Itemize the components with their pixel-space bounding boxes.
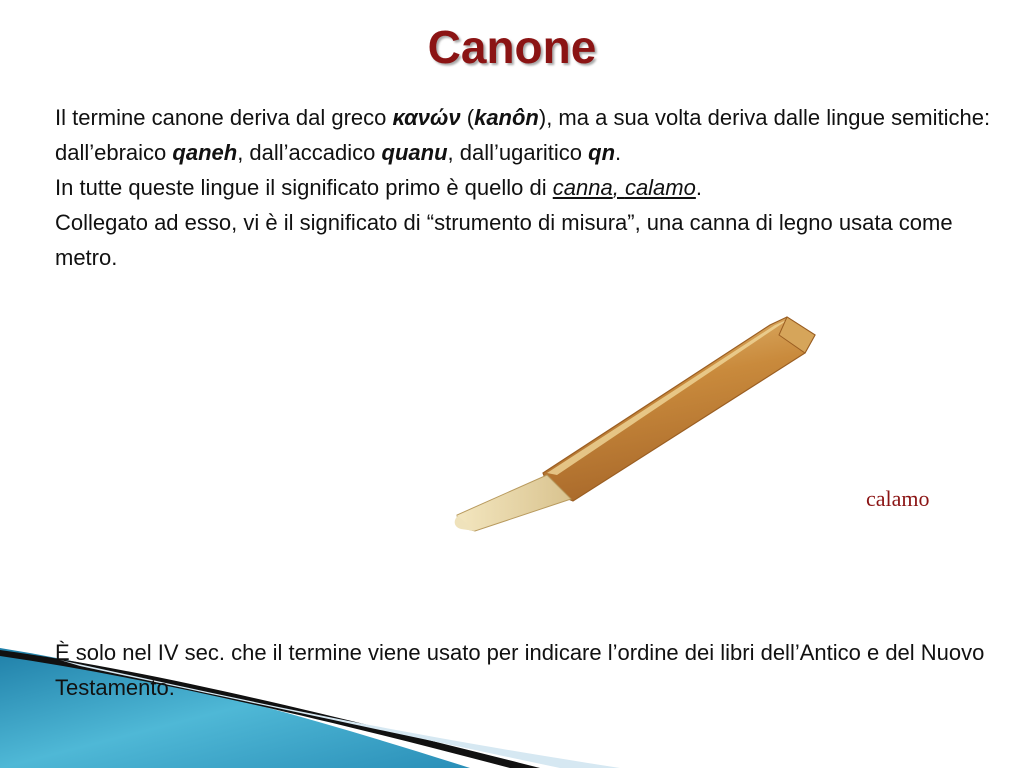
etymology-text: , dall’accadico	[237, 140, 382, 165]
ugaritic-word: qn	[588, 140, 616, 165]
slide-title: Canone	[427, 21, 597, 73]
conclusion-paragraph: È solo nel IV sec. che il termine viene usato per indicare l’ordine dei libri dell’Antico e del Nuovo Testamento.	[55, 640, 985, 700]
measure-paragraph: Collegato ad esso, vi è il significato di “strumento di misura”, una canna di legno usata come metro.	[55, 210, 953, 270]
etymology-text: ), ma a sua volta deriva dalle lingue semitiche: dall’ebraico	[55, 105, 991, 165]
transliteration-word: kanôn	[474, 105, 539, 130]
image-caption: calamo	[866, 486, 930, 511]
meaning-text: .	[695, 175, 702, 200]
meaning-text: In tutte queste lingue il significato primo è quello di	[55, 175, 553, 200]
etymology-paragraph	[55, 100, 995, 170]
hebrew-word: qaneh	[172, 140, 238, 165]
meaning-paragraph	[55, 170, 995, 205]
calamo-word: calamo	[624, 175, 696, 200]
etymology-text: .	[615, 140, 622, 165]
meaning-separator: ,	[612, 175, 625, 200]
etymology-text: (	[460, 105, 475, 130]
canna-word: canna	[552, 175, 613, 200]
etymology-text: , dall’ugaritico	[447, 140, 589, 165]
akkadian-word: quanu	[381, 140, 448, 165]
greek-word: κανών	[392, 105, 461, 130]
calamo-reed-image	[445, 305, 825, 540]
intro-text-block	[55, 100, 995, 275]
etymology-text: Il termine canone deriva dal greco	[55, 105, 393, 130]
